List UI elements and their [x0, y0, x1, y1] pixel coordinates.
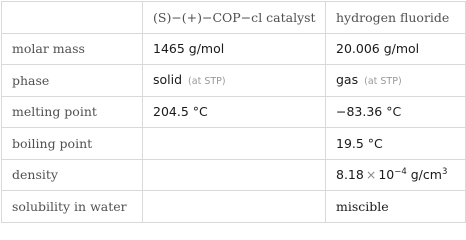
catalyst-molar-mass: 1465 g/mol — [143, 33, 326, 65]
hf-molar-mass: 20.006 g/mol — [326, 33, 466, 65]
header-empty-cell — [2, 2, 143, 34]
catalyst-phase-cell — [143, 65, 326, 97]
row-label-density: density — [2, 159, 143, 191]
catalyst-boiling-point — [143, 128, 326, 160]
column-header-catalyst: (S)−(+)−COP−cl catalyst — [143, 2, 326, 34]
hf-solubility: miscible — [326, 191, 466, 223]
table-row — [2, 65, 466, 97]
catalyst-density — [143, 159, 326, 191]
row-label-phase: phase — [2, 65, 143, 97]
row-label-molar-mass: molar mass — [2, 33, 143, 65]
hf-boiling-point: 19.5 °C — [326, 128, 466, 160]
column-header-hydrogen-fluoride: hydrogen fluoride — [326, 2, 466, 34]
table-row — [2, 128, 466, 160]
row-label-boiling-point: boiling point — [2, 128, 143, 160]
table-row — [2, 96, 466, 128]
hf-phase: gas — [336, 72, 359, 88]
hf-density-mantissa: 8.18 — [336, 167, 364, 183]
catalyst-solubility — [143, 191, 326, 223]
hf-phase-cell — [326, 65, 466, 97]
row-label-melting-point: melting point — [2, 96, 143, 128]
table-row — [2, 159, 466, 191]
catalyst-phase-note: (at STP) — [188, 76, 226, 88]
comparison-table — [1, 1, 466, 223]
hf-density-base: 10 — [378, 167, 395, 183]
catalyst-phase: solid — [153, 72, 183, 88]
row-label-solubility: solubility in water — [2, 191, 143, 223]
table-row — [2, 33, 466, 65]
hf-density-unit: g/cm — [410, 167, 442, 183]
times-sign: × — [365, 167, 377, 183]
hf-phase-note: (at STP) — [364, 76, 402, 88]
table-row — [2, 191, 466, 223]
hf-density-exponent: −4 — [394, 167, 407, 178]
hf-melting-point: −83.36 °C — [326, 96, 466, 128]
table-header-row — [2, 2, 466, 34]
catalyst-melting-point: 204.5 °C — [143, 96, 326, 128]
hf-density-unit-exponent: 3 — [441, 167, 448, 178]
hf-density — [326, 159, 466, 191]
